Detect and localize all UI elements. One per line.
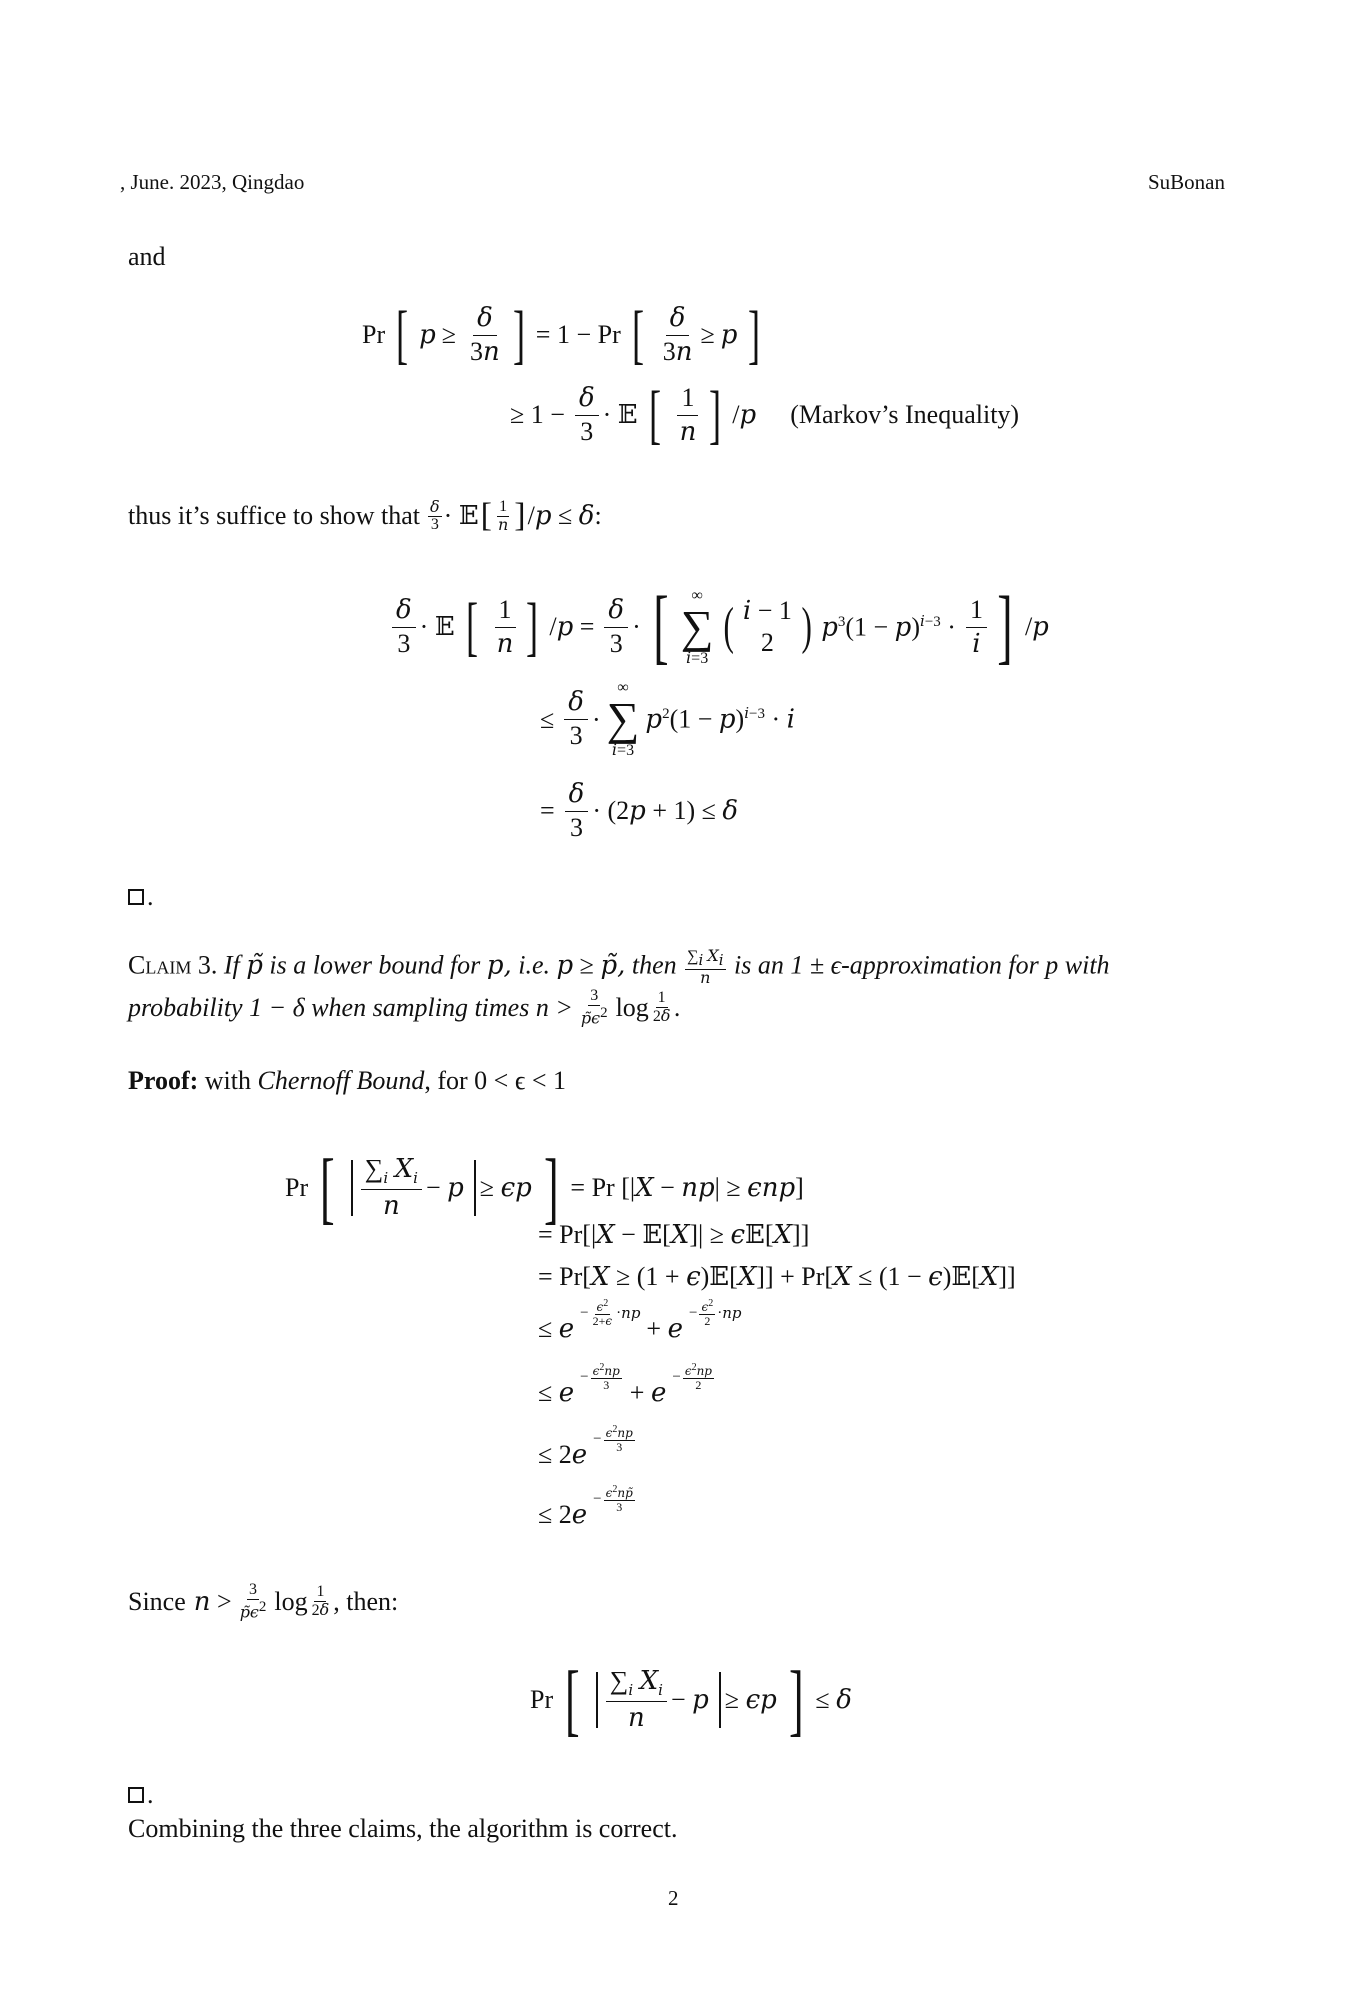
claim-3: Claim 3. If p̃ is a lower bound for p, i.e. p ≥ p̃, then $\frac{\sum_i X_i}{n}$ is an 1 ± ϵ-approximation for p with [128, 946, 1110, 987]
claim-text-e: is an 1 ± ϵ-approximation for p with [734, 950, 1110, 980]
equation-chernoff-line6: ≤ 2e − $\frac{\epsilon^2np}{3}$ [538, 1423, 633, 1470]
equation-expectation-line3: = $\frac{\delta}{3}$ · (2p + 1) ≤ δ [540, 779, 739, 842]
equation-chernoff-line2: = Pr[|X − 𝔼[X]| ≥ ϵ𝔼[X]] [538, 1220, 810, 1250]
paragraph-suffice: thus it’s suffice to show that $\frac{\delta}{3}$ · 𝔼 [ $\frac{1}{n}$ ] /p ≤ δ: [128, 496, 602, 534]
claim-3-line2: probability 1 − δ when sampling times n > $\frac{3}{p̃\epsilon^2}$ log $\frac{1}{2\delta}$ . [128, 987, 681, 1028]
claim-label: Claim 3. [128, 950, 218, 980]
equation-pr-p-line2: ≥ 1 − $\frac{\delta}{3}$ · 𝔼 [ $\frac{1}{n}$ ] /p (Markov’s Inequality) [510, 378, 1020, 451]
proof-text-a: with [204, 1066, 252, 1095]
claim-text-c: i.e. [518, 950, 550, 980]
equation-chernoff-line5: ≤ e − $\frac{\epsilon^2np}{3}$ + e − $\frac{\epsilon^2np}{2}$ [538, 1361, 712, 1408]
equation-pr-p-line1: Pr [ p ≥ $\frac{\delta}{3n}$ ] = 1 − Pr [ $\frac{\delta}{3n}$ ≥ p ] [362, 298, 761, 371]
paragraph-combining: Combining the three claims, the algorithm is correct. [128, 1814, 678, 1843]
paragraph-and: and [128, 242, 166, 271]
proof-line [128, 1064, 566, 1098]
claim-text-a: If [223, 950, 240, 980]
equation-chernoff-line3: = Pr[X ≥ (1 + ϵ)𝔼[X]] + Pr[X ≤ (1 − ϵ)𝔼[X]] [538, 1262, 1016, 1292]
qed-symbol-2: . [128, 1778, 154, 1812]
suffice-text: thus it’s suffice to show that [128, 501, 421, 531]
claim-text-d: then [631, 950, 677, 980]
equation-chernoff-line7: ≤ 2e − $\frac{\epsilon^2np̃}{3}$ [538, 1483, 633, 1530]
markov-note: (Markov’s Inequality) [790, 400, 1020, 429]
page-number: 2 [668, 1886, 679, 1910]
since-text-a: Since [128, 1587, 186, 1617]
proof-label: Proof: [128, 1066, 199, 1095]
since-text-b: then: [346, 1587, 399, 1617]
claim-text-b: is a lower bound for [269, 950, 481, 980]
proof-text-b: Chernoff Bound [257, 1066, 425, 1095]
qed-symbol-1: . [128, 880, 154, 914]
equation-final: Pr [ $\frac{\sum_i X_i}{n}$ − p ≥ ϵp ] ≤ δ [530, 1656, 852, 1744]
proof-text-c: , for 0 < ϵ < 1 [424, 1066, 567, 1095]
paragraph-since: Since n > $\frac{3}{p̃\epsilon^2}$ log $\frac{1}{2\delta}$ , then: [128, 1581, 399, 1622]
claim-text-f: probability 1 − δ when sampling times n > [128, 993, 573, 1023]
running-header-right: SuBonan [1148, 170, 1226, 194]
running-header-left: , June. 2023, Qingdao [120, 170, 305, 194]
equation-chernoff-line4: ≤ e − $\frac{\epsilon^2}{2+\epsilon}$ · np + e − $\frac{\epsilon^2}{2}$ · np [538, 1297, 742, 1344]
equation-chernoff-line1: Pr [ $\frac{\sum_i X_i}{n}$ − p ≥ ϵp ] = Pr [|X − np| ≥ ϵnp] [285, 1144, 804, 1232]
equation-expectation-line1: $\frac{\delta}{3}$ · 𝔼 [ $\frac{1}{n}$ ] /p = $\frac{\delta}{3}$ · [ ∞ ∑ i=3 ( i − 1 2 ) $p^3(1 - p)^{i-3}$ · $\frac{1}{i}$ ] /p [388, 585, 1055, 669]
equation-expectation-line2: ≤ $\frac{\delta}{3}$ · ∞ ∑ i=3 $p^2(1 - p)^{i-3} \cdot i$ [540, 679, 795, 759]
